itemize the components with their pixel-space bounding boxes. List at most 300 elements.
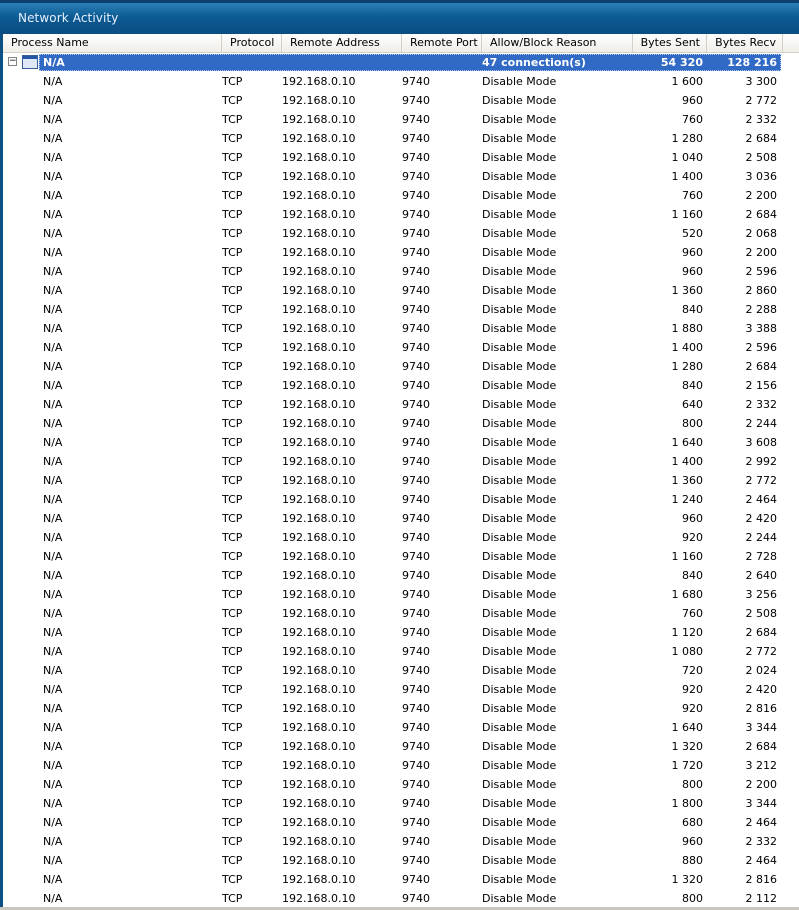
cell-bytes-sent: 1 400 [671,455,703,468]
cell-protocol: TCP [222,531,243,544]
table-row[interactable] [3,737,799,756]
cell-bytes-recv: 2 816 [745,702,777,715]
table-row[interactable] [3,224,799,243]
cell-process-name: N/A [43,113,63,126]
cell-remote-port: 9740 [402,892,430,905]
cell-bytes-recv: 2 992 [745,455,777,468]
cell-remote-port: 9740 [402,132,430,145]
cell-remote-address: 192.168.0.10 [282,75,356,88]
table-row[interactable] [3,110,799,129]
cell-bytes-sent: 1 400 [671,341,703,354]
cell-process-name: N/A [43,227,63,240]
group-bytes-recv: 128 216 [727,56,777,69]
cell-bytes-sent: 1 680 [671,588,703,601]
cell-remote-port: 9740 [402,835,430,848]
cell-remote-port: 9740 [402,588,430,601]
cell-bytes-sent: 1 360 [671,284,703,297]
cell-protocol: TCP [222,626,243,639]
cell-bytes-recv: 2 860 [745,284,777,297]
cell-reason: Disable Mode [482,550,557,563]
cell-reason: Disable Mode [482,569,557,582]
cell-protocol: TCP [222,75,243,88]
cell-remote-port: 9740 [402,607,430,620]
cell-bytes-sent: 880 [682,854,703,867]
table-row[interactable] [3,243,799,262]
cell-bytes-sent: 1 320 [671,740,703,753]
cell-bytes-recv: 2 772 [745,94,777,107]
cell-bytes-recv: 2 464 [745,854,777,867]
cell-process-name: N/A [43,550,63,563]
cell-protocol: TCP [222,417,243,430]
cell-process-name: N/A [43,588,63,601]
cell-remote-port: 9740 [402,303,430,316]
cell-protocol: TCP [222,436,243,449]
cell-process-name: N/A [43,607,63,620]
cell-bytes-recv: 2 596 [745,265,777,278]
cell-reason: Disable Mode [482,626,557,639]
cell-process-name: N/A [43,892,63,905]
table-row[interactable] [3,91,799,110]
table-row[interactable] [3,509,799,528]
column-header-protocol[interactable]: Protocol [222,34,282,52]
table-row[interactable] [3,661,799,680]
cell-bytes-sent: 1 600 [671,75,703,88]
cell-process-name: N/A [43,778,63,791]
cell-protocol: TCP [222,360,243,373]
cell-protocol: TCP [222,873,243,886]
cell-remote-address: 192.168.0.10 [282,360,356,373]
cell-bytes-recv: 2 684 [745,132,777,145]
cell-bytes-sent: 840 [682,379,703,392]
cell-protocol: TCP [222,113,243,126]
table-row[interactable] [3,395,799,414]
cell-bytes-recv: 3 212 [745,759,777,772]
cell-process-name: N/A [43,797,63,810]
cell-remote-port: 9740 [402,702,430,715]
cell-process-name: N/A [43,151,63,164]
cell-process-name: N/A [43,873,63,886]
cell-bytes-recv: 2 332 [745,113,777,126]
cell-bytes-sent: 960 [682,512,703,525]
cell-bytes-recv: 2 200 [745,778,777,791]
cell-remote-port: 9740 [402,569,430,582]
cell-reason: Disable Mode [482,816,557,829]
column-header-process-name[interactable]: Process Name [3,34,222,52]
group-row[interactable] [3,53,799,72]
cell-remote-address: 192.168.0.10 [282,664,356,677]
cell-process-name: N/A [43,455,63,468]
table-row[interactable] [3,205,799,224]
cell-bytes-sent: 760 [682,189,703,202]
cell-bytes-recv: 2 068 [745,227,777,240]
cell-protocol: TCP [222,702,243,715]
cell-process-name: N/A [43,132,63,145]
cell-remote-address: 192.168.0.10 [282,322,356,335]
cell-reason: Disable Mode [482,170,557,183]
cell-remote-address: 192.168.0.10 [282,189,356,202]
cell-bytes-recv: 2 332 [745,835,777,848]
cell-remote-port: 9740 [402,474,430,487]
cell-reason: Disable Mode [482,94,557,107]
cell-protocol: TCP [222,740,243,753]
table-row[interactable] [3,471,799,490]
cell-reason: Disable Mode [482,265,557,278]
cell-remote-port: 9740 [402,550,430,563]
cell-protocol: TCP [222,683,243,696]
cell-remote-port: 9740 [402,873,430,886]
cell-bytes-sent: 1 320 [671,873,703,886]
cell-protocol: TCP [222,854,243,867]
cell-remote-port: 9740 [402,436,430,449]
cell-bytes-recv: 2 772 [745,474,777,487]
cell-bytes-sent: 1 360 [671,474,703,487]
cell-reason: Disable Mode [482,854,557,867]
table-row[interactable] [3,452,799,471]
cell-bytes-recv: 2 684 [745,740,777,753]
cell-remote-port: 9740 [402,94,430,107]
column-header-remote-port[interactable]: Remote Port [402,34,482,52]
cell-protocol: TCP [222,512,243,525]
cell-bytes-recv: 2 508 [745,607,777,620]
cell-remote-port: 9740 [402,113,430,126]
cell-protocol: TCP [222,550,243,563]
cell-remote-port: 9740 [402,227,430,240]
cell-bytes-recv: 2 684 [745,208,777,221]
table-row[interactable] [3,376,799,395]
cell-reason: Disable Mode [482,873,557,886]
cell-bytes-recv: 2 112 [745,892,777,905]
cell-bytes-sent: 520 [682,227,703,240]
table-row[interactable] [3,699,799,718]
table-row[interactable] [3,72,799,91]
cell-remote-port: 9740 [402,265,430,278]
cell-process-name: N/A [43,360,63,373]
column-header-remote-address[interactable]: Remote Address [282,34,402,52]
cell-bytes-recv: 2 508 [745,151,777,164]
cell-remote-address: 192.168.0.10 [282,455,356,468]
cell-bytes-recv: 2 244 [745,417,777,430]
table-row[interactable] [3,604,799,623]
cell-process-name: N/A [43,626,63,639]
cell-reason: Disable Mode [482,683,557,696]
cell-process-name: N/A [43,246,63,259]
cell-remote-port: 9740 [402,797,430,810]
cell-process-name: N/A [43,303,63,316]
cell-remote-port: 9740 [402,854,430,867]
table-row[interactable] [3,566,799,585]
cell-process-name: N/A [43,702,63,715]
table-row[interactable] [3,775,799,794]
cell-protocol: TCP [222,94,243,107]
table-row[interactable] [3,490,799,509]
cell-reason: Disable Mode [482,341,557,354]
cell-reason: Disable Mode [482,759,557,772]
cell-protocol: TCP [222,284,243,297]
cell-bytes-sent: 1 880 [671,322,703,335]
cell-bytes-recv: 2 244 [745,531,777,544]
cell-process-name: N/A [43,170,63,183]
table-row[interactable] [3,167,799,186]
cell-process-name: N/A [43,265,63,278]
cell-remote-port: 9740 [402,455,430,468]
group-name: N/A [43,56,65,69]
table-row[interactable] [3,794,799,813]
table-row[interactable] [3,642,799,661]
cell-remote-address: 192.168.0.10 [282,588,356,601]
cell-remote-port: 9740 [402,170,430,183]
table-row[interactable] [3,148,799,167]
cell-bytes-sent: 1 800 [671,797,703,810]
cell-process-name: N/A [43,189,63,202]
table-row[interactable] [3,281,799,300]
column-header-reason[interactable]: Allow/Block Reason [482,34,633,52]
table-row[interactable] [3,889,799,908]
cell-remote-port: 9740 [402,645,430,658]
cell-process-name: N/A [43,341,63,354]
cell-process-name: N/A [43,721,63,734]
cell-process-name: N/A [43,569,63,582]
cell-remote-port: 9740 [402,189,430,202]
cell-process-name: N/A [43,75,63,88]
group-bytes-sent: 54 320 [660,56,703,69]
cell-remote-port: 9740 [402,740,430,753]
cell-bytes-recv: 3 300 [745,75,777,88]
cell-reason: Disable Mode [482,778,557,791]
cell-bytes-recv: 2 200 [745,246,777,259]
cell-remote-address: 192.168.0.10 [282,759,356,772]
cell-bytes-sent: 960 [682,94,703,107]
table-row[interactable] [3,338,799,357]
cell-reason: Disable Mode [482,322,557,335]
cell-process-name: N/A [43,417,63,430]
connections-grid [3,53,799,908]
cell-remote-port: 9740 [402,208,430,221]
cell-process-name: N/A [43,759,63,772]
cell-reason: Disable Mode [482,835,557,848]
group-connection-count: 47 connection(s) [482,56,586,69]
cell-remote-address: 192.168.0.10 [282,702,356,715]
collapse-toggle[interactable]: − [9,56,17,66]
table-row[interactable] [3,547,799,566]
cell-remote-address: 192.168.0.10 [282,892,356,905]
table-row[interactable] [3,851,799,870]
cell-bytes-sent: 1 280 [671,360,703,373]
cell-remote-address: 192.168.0.10 [282,341,356,354]
cell-reason: Disable Mode [482,379,557,392]
cell-process-name: N/A [43,474,63,487]
cell-bytes-sent: 760 [682,607,703,620]
cell-bytes-sent: 1 080 [671,645,703,658]
table-row[interactable] [3,300,799,319]
cell-remote-address: 192.168.0.10 [282,94,356,107]
column-header [3,34,799,53]
cell-reason: Disable Mode [482,303,557,316]
cell-bytes-sent: 800 [682,892,703,905]
cell-process-name: N/A [43,683,63,696]
cell-reason: Disable Mode [482,208,557,221]
cell-bytes-sent: 840 [682,569,703,582]
cell-bytes-recv: 2 596 [745,341,777,354]
cell-remote-address: 192.168.0.10 [282,512,356,525]
cell-reason: Disable Mode [482,227,557,240]
cell-remote-address: 192.168.0.10 [282,284,356,297]
cell-bytes-sent: 680 [682,816,703,829]
cell-reason: Disable Mode [482,797,557,810]
cell-protocol: TCP [222,208,243,221]
cell-remote-port: 9740 [402,493,430,506]
cell-remote-address: 192.168.0.10 [282,303,356,316]
table-row[interactable] [3,357,799,376]
table-row[interactable] [3,813,799,832]
cell-process-name: N/A [43,740,63,753]
table-row[interactable] [3,414,799,433]
cell-process-name: N/A [43,512,63,525]
cell-remote-address: 192.168.0.10 [282,683,356,696]
cell-remote-address: 192.168.0.10 [282,436,356,449]
cell-reason: Disable Mode [482,588,557,601]
cell-bytes-sent: 920 [682,702,703,715]
cell-remote-address: 192.168.0.10 [282,531,356,544]
cell-process-name: N/A [43,493,63,506]
window-title: Network Activity [18,11,119,25]
cell-bytes-sent: 1 120 [671,626,703,639]
cell-bytes-sent: 1 640 [671,436,703,449]
cell-reason: Disable Mode [482,607,557,620]
cell-protocol: TCP [222,170,243,183]
table-row[interactable] [3,680,799,699]
cell-protocol: TCP [222,588,243,601]
cell-remote-address: 192.168.0.10 [282,626,356,639]
title-bar [0,0,799,34]
cell-bytes-recv: 3 344 [745,721,777,734]
cell-protocol: TCP [222,379,243,392]
table-row[interactable] [3,433,799,452]
cell-reason: Disable Mode [482,246,557,259]
cell-remote-address: 192.168.0.10 [282,417,356,430]
cell-remote-address: 192.168.0.10 [282,569,356,582]
cell-remote-port: 9740 [402,664,430,677]
cell-remote-address: 192.168.0.10 [282,474,356,487]
cell-remote-port: 9740 [402,721,430,734]
cell-process-name: N/A [43,645,63,658]
cell-reason: Disable Mode [482,740,557,753]
cell-reason: Disable Mode [482,360,557,373]
cell-remote-address: 192.168.0.10 [282,493,356,506]
cell-reason: Disable Mode [482,721,557,734]
cell-bytes-recv: 3 388 [745,322,777,335]
cell-process-name: N/A [43,816,63,829]
cell-reason: Disable Mode [482,398,557,411]
table-row[interactable] [3,129,799,148]
cell-bytes-recv: 2 816 [745,873,777,886]
cell-bytes-recv: 2 772 [745,645,777,658]
cell-remote-address: 192.168.0.10 [282,246,356,259]
cell-remote-address: 192.168.0.10 [282,208,356,221]
cell-protocol: TCP [222,816,243,829]
cell-remote-port: 9740 [402,360,430,373]
cell-bytes-recv: 3 256 [745,588,777,601]
cell-protocol: TCP [222,721,243,734]
cell-protocol: TCP [222,246,243,259]
cell-reason: Disable Mode [482,702,557,715]
cell-bytes-sent: 840 [682,303,703,316]
table-row[interactable] [3,262,799,281]
column-header-bytes-recv[interactable]: Bytes Recv [707,34,783,52]
cell-process-name: N/A [43,379,63,392]
table-row[interactable] [3,870,799,889]
cell-bytes-sent: 760 [682,113,703,126]
cell-reason: Disable Mode [482,512,557,525]
cell-remote-address: 192.168.0.10 [282,550,356,563]
cell-bytes-recv: 2 464 [745,493,777,506]
cell-bytes-recv: 3 036 [745,170,777,183]
cell-protocol: TCP [222,493,243,506]
cell-remote-address: 192.168.0.10 [282,227,356,240]
cell-remote-port: 9740 [402,512,430,525]
cell-remote-port: 9740 [402,626,430,639]
cell-remote-port: 9740 [402,398,430,411]
cell-protocol: TCP [222,778,243,791]
cell-protocol: TCP [222,341,243,354]
cell-remote-address: 192.168.0.10 [282,873,356,886]
cell-bytes-sent: 640 [682,398,703,411]
table-row[interactable] [3,186,799,205]
cell-bytes-sent: 1 720 [671,759,703,772]
cell-process-name: N/A [43,398,63,411]
cell-protocol: TCP [222,151,243,164]
cell-bytes-recv: 2 728 [745,550,777,563]
cell-protocol: TCP [222,645,243,658]
cell-bytes-recv: 2 288 [745,303,777,316]
cell-protocol: TCP [222,132,243,145]
table-row[interactable] [3,718,799,737]
cell-remote-address: 192.168.0.10 [282,113,356,126]
cell-protocol: TCP [222,265,243,278]
cell-reason: Disable Mode [482,474,557,487]
table-row[interactable] [3,832,799,851]
table-row[interactable] [3,528,799,547]
cell-remote-address: 192.168.0.10 [282,170,356,183]
cell-reason: Disable Mode [482,645,557,658]
cell-process-name: N/A [43,835,63,848]
cell-remote-port: 9740 [402,683,430,696]
cell-remote-address: 192.168.0.10 [282,740,356,753]
cell-protocol: TCP [222,474,243,487]
table-row[interactable] [3,585,799,604]
cell-remote-address: 192.168.0.10 [282,607,356,620]
cell-bytes-sent: 1 280 [671,132,703,145]
window-icon [22,55,38,69]
cell-reason: Disable Mode [482,151,557,164]
cell-bytes-sent: 1 160 [671,208,703,221]
cell-bytes-recv: 2 156 [745,379,777,392]
cell-reason: Disable Mode [482,493,557,506]
cell-remote-address: 192.168.0.10 [282,265,356,278]
cell-remote-address: 192.168.0.10 [282,151,356,164]
cell-remote-address: 192.168.0.10 [282,835,356,848]
cell-remote-address: 192.168.0.10 [282,778,356,791]
table-row[interactable] [3,756,799,775]
cell-bytes-sent: 920 [682,531,703,544]
column-header-bytes-sent[interactable]: Bytes Sent [633,34,707,52]
cell-reason: Disable Mode [482,436,557,449]
table-row[interactable] [3,623,799,642]
cell-protocol: TCP [222,797,243,810]
cell-bytes-sent: 1 160 [671,550,703,563]
cell-remote-port: 9740 [402,322,430,335]
cell-protocol: TCP [222,189,243,202]
table-row[interactable] [3,319,799,338]
